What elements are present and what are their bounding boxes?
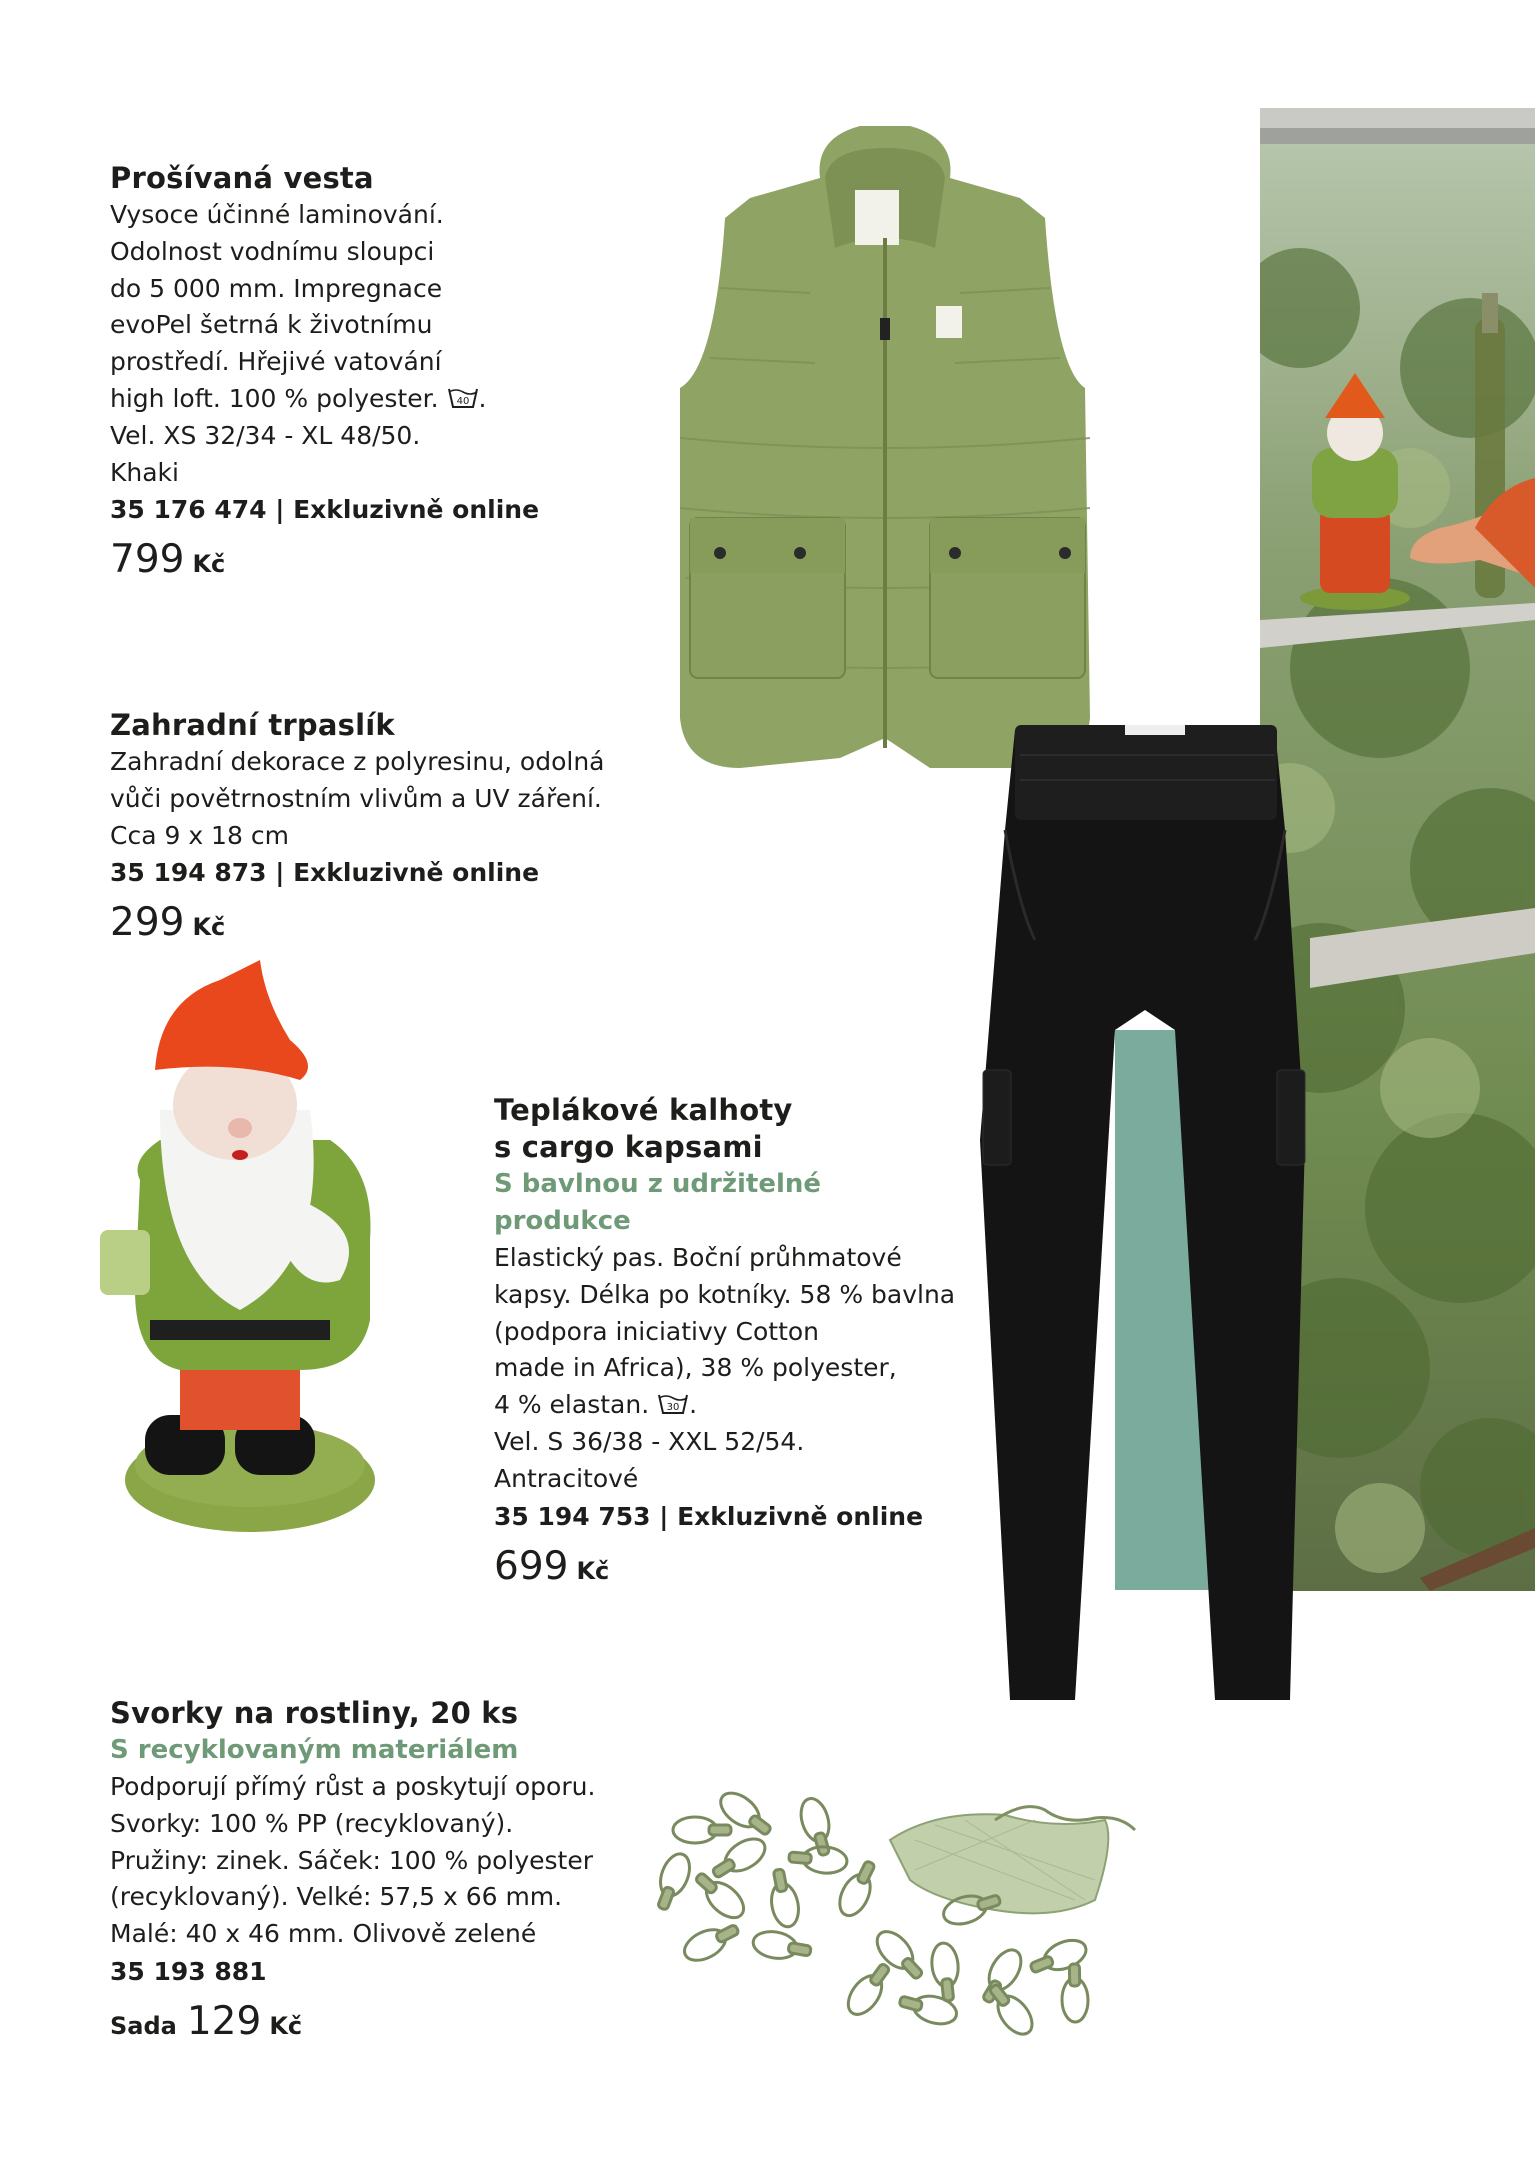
vest-image: [660, 118, 1110, 778]
product-description: Elastický pas. Boční průhmatové kapsy. Délka po kotníky. 58 % bavlna (podpora iniciativy Cotton made in Africa), 38 % polyester, 4 % elastan. 30 . Vel. S 36/38 - XXL 52/54. Antracitové: [494, 1243, 956, 1493]
product-description: Podporují přímý růst a poskytují oporu. Svorky: 100 % PP (recyklovaný). Pružiny: zinek. Sáček: 100 % polyester (recyklovaný). Velké: 57,5 x 66 mm. Malé: 40 x 46 mm. Olivově zelené: [110, 1772, 596, 1949]
product-title: Teplákové kalhoty s cargo kapsami: [494, 1093, 793, 1164]
product-pants: [494, 1092, 964, 1593]
product-subtitle: S bavlnou z udržitelné produkce: [494, 1169, 822, 1236]
product-gnome: [110, 707, 630, 949]
product-code: 35 194 873 | Exkluzivně online: [110, 858, 540, 888]
wash-40-icon: [447, 386, 479, 410]
product-title: Prošívaná vesta: [110, 161, 374, 195]
product-vest: [110, 160, 540, 586]
product-code: 35 176 474 | Exkluzivně online: [110, 495, 540, 525]
price: Sada 129 Kč: [110, 1998, 303, 2044]
plant-clips-image: [635, 1750, 1205, 2060]
price: 799 Kč: [110, 537, 226, 583]
gnome-image: [100, 960, 390, 1545]
product-clips: [110, 1695, 630, 2048]
product-description: Vysoce účinné laminování. Odolnost vodnímu sloupci do 5 000 mm. Impregnace evoPel šetrná k životnímu prostředí. Hřejivé vatování high loft. 100 % polyester. 40 . Vel. XS 32/34 - XL 48/50. Khaki: [110, 200, 487, 487]
pants-image: [975, 710, 1315, 1710]
product-subtitle: S recyklovaným materiálem: [110, 1735, 519, 1765]
product-code: 35 193 881: [110, 1956, 267, 1986]
product-title: Zahradní trpaslík: [110, 708, 395, 742]
product-code: 35 194 753 | Exkluzivně online: [494, 1501, 924, 1531]
price: 299 Kč: [110, 900, 226, 946]
svg-text:40: 40: [456, 395, 469, 407]
product-description: Zahradní dekorace z polyresinu, odolná vůči povětrnostním vlivům a UV záření. Cca 9 x 18 cm: [110, 747, 605, 850]
product-title: Svorky na rostliny, 20 ks: [110, 1696, 519, 1730]
price: 699 Kč: [494, 1543, 610, 1589]
wash-30-icon: [657, 1392, 689, 1416]
svg-text:30: 30: [666, 1402, 680, 1414]
